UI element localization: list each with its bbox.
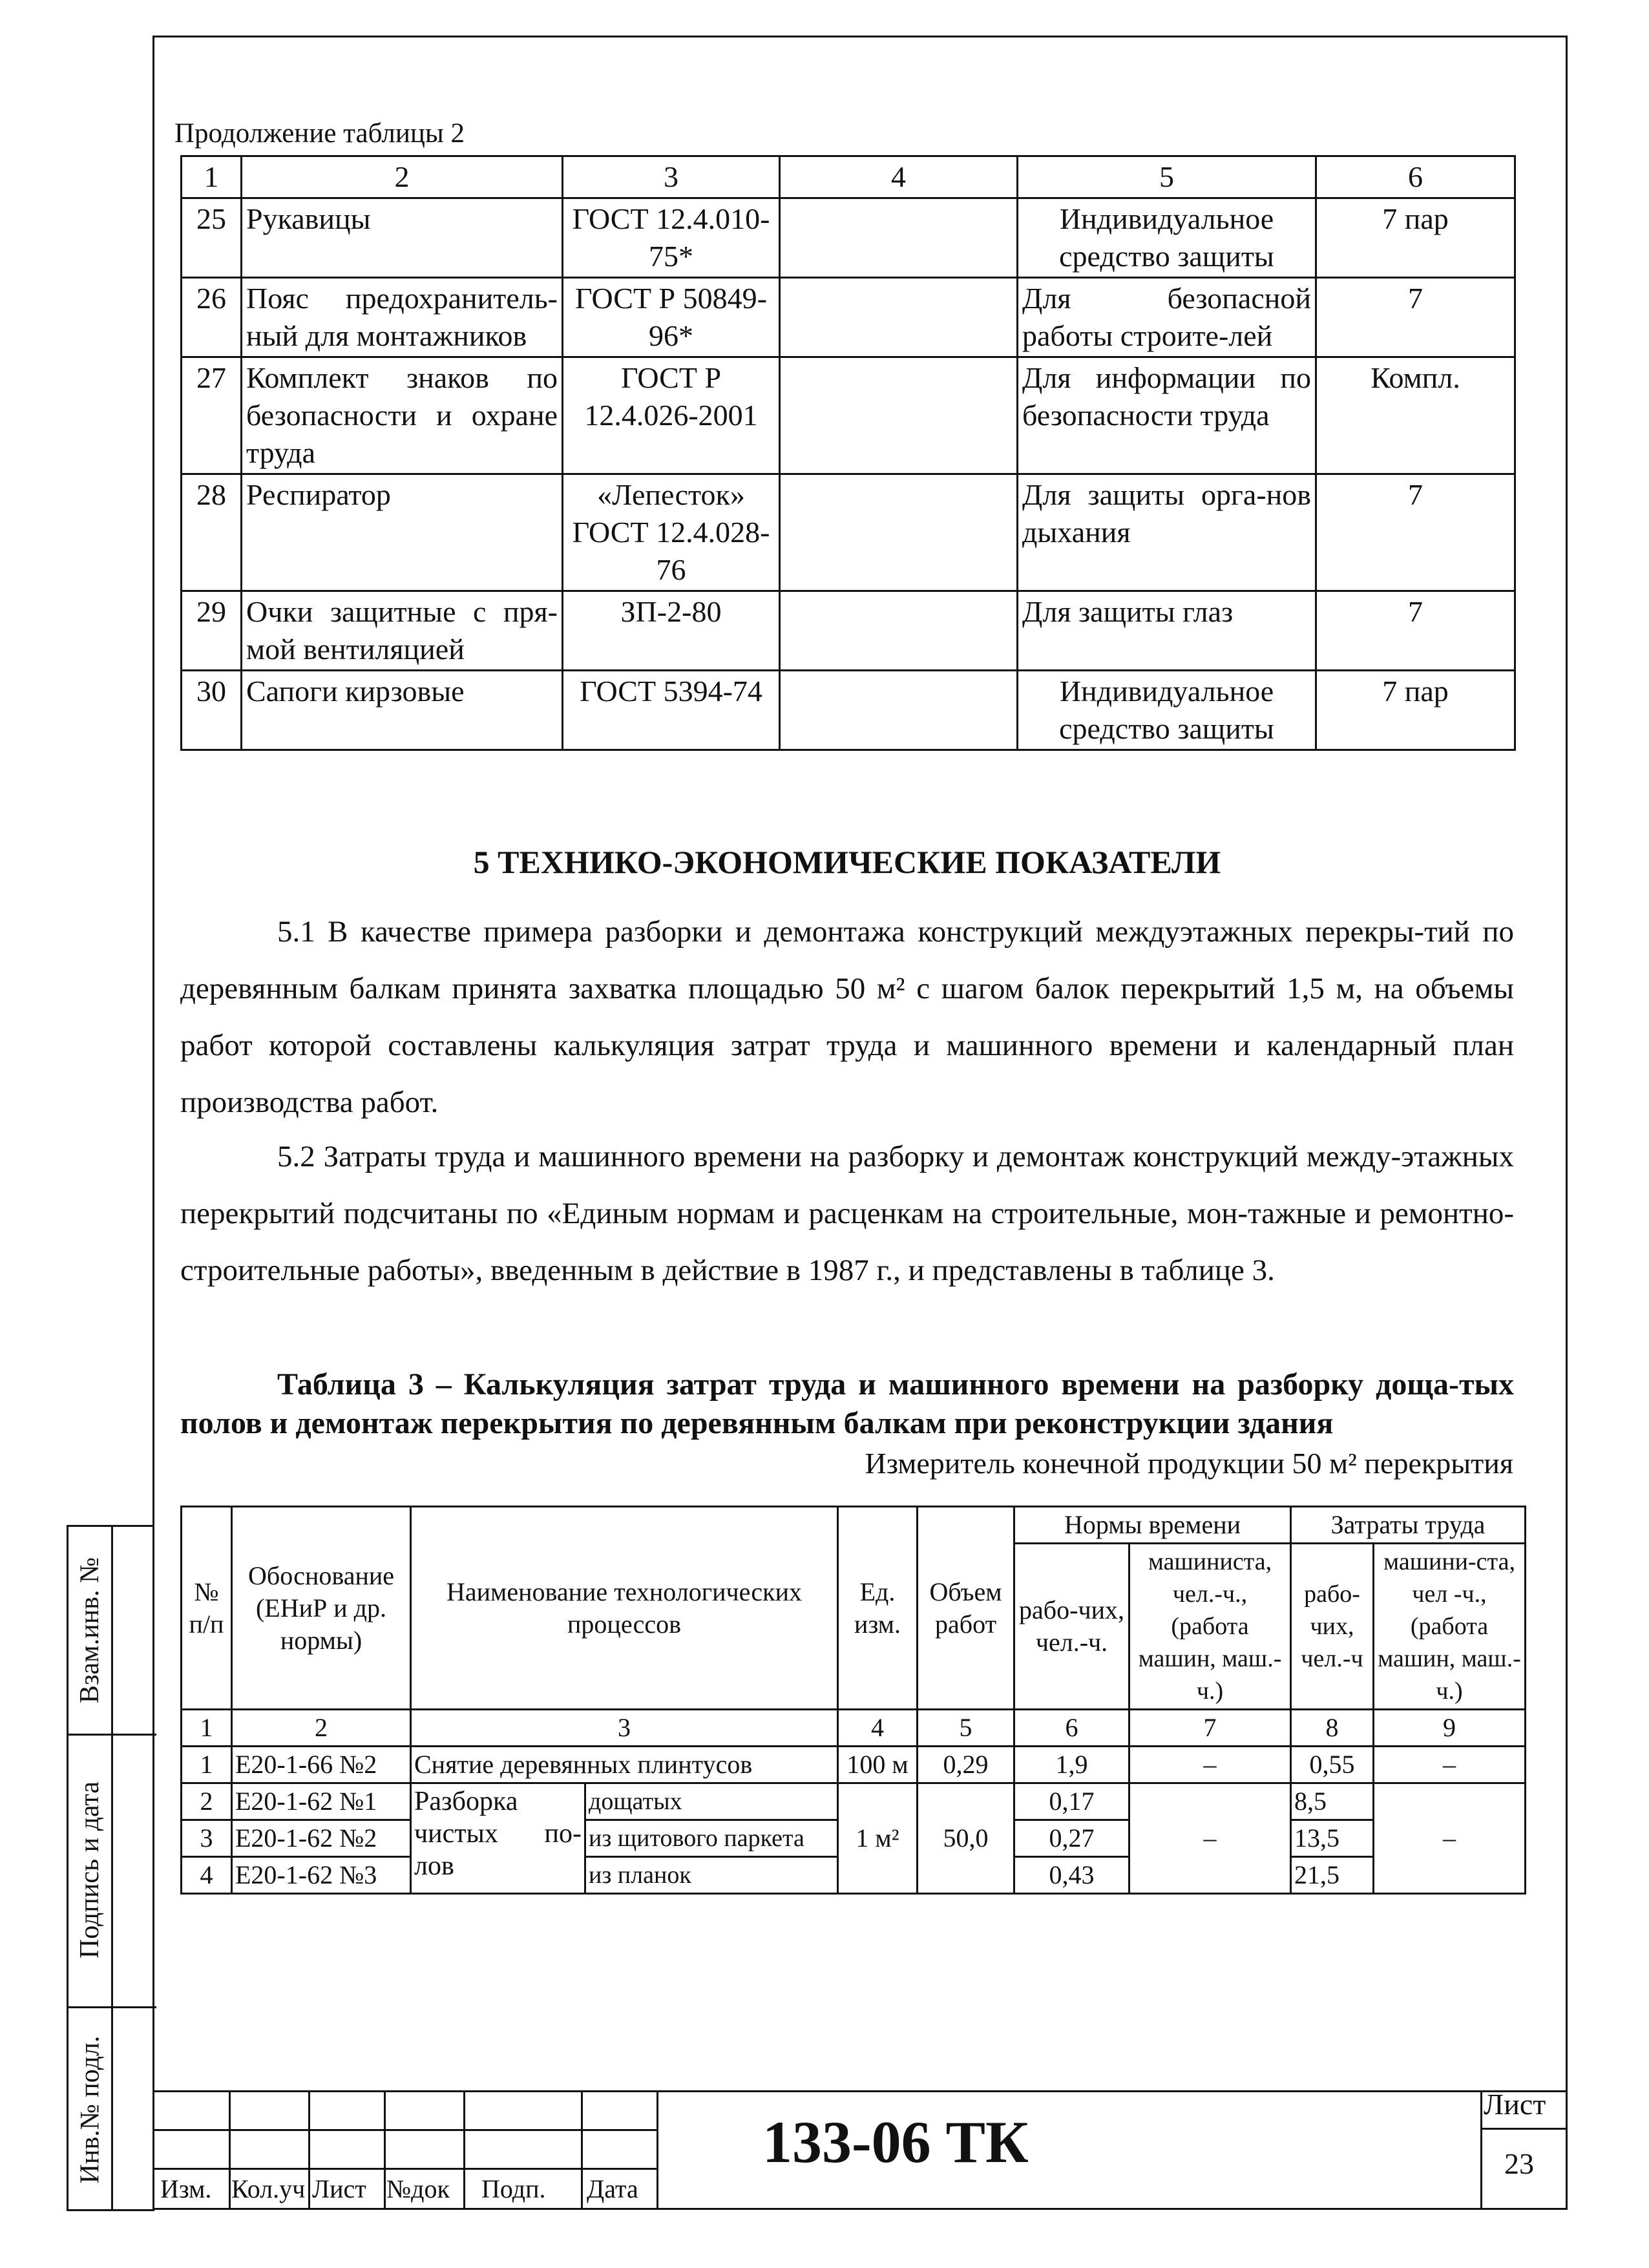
table2-row (182, 591, 1515, 671)
row-subprocess: из планок (585, 1857, 838, 1894)
tb-col-signature: Подп. (481, 2174, 546, 2203)
document-code: 133-06 ТК (762, 2109, 1029, 2175)
table2-row (182, 671, 1515, 750)
item-name: Респиратор (242, 474, 563, 591)
item-quantity: Компл. (1316, 357, 1515, 474)
item-name: Рукавицы (242, 198, 563, 278)
header-labor-workers: рабо-чих, чел.-ч (1291, 1544, 1374, 1710)
item-name: Сапоги кирзовые (242, 671, 563, 750)
row-unit: 100 м (838, 1747, 918, 1783)
row-number: 1 (182, 1747, 232, 1783)
table3-caption: Таблица 3 – Калькуляция затрат труда и машинного времени на разборку доща-тых полов и демонтаж перекрытия по деревянным балкам при реконструкции здания (180, 1367, 1514, 1440)
header-norm-workers: рабо-чих, чел.-ч. (1014, 1544, 1129, 1710)
row-labor-workers: 8,5 (1291, 1783, 1374, 1820)
item-col4 (780, 474, 1018, 591)
item-name: Очки защитные с пря-мой вентиляцией (242, 591, 563, 671)
header-num: № п/п (182, 1507, 232, 1710)
row-number: 30 (182, 671, 242, 750)
group-norm-machinist: – (1129, 1783, 1291, 1894)
item-standard: ГОСТ 5394-74 (563, 671, 780, 750)
row-labor-workers: 0,55 (1291, 1747, 1374, 1783)
table2 (180, 155, 1516, 751)
group-process-name: Разборка чистых по-лов (411, 1783, 585, 1894)
header-unit: Ед. изм. (838, 1507, 918, 1710)
group-unit: 1 м² (838, 1783, 918, 1894)
row-number: 2 (182, 1783, 232, 1820)
item-quantity: 7 пар (1316, 671, 1515, 750)
group-volume: 50,0 (918, 1783, 1014, 1894)
row-process-name: Снятие деревянных плинтусов (411, 1747, 838, 1783)
row-norm-machinist: – (1129, 1747, 1291, 1783)
row-number: 25 (182, 198, 242, 278)
item-quantity: 7 пар (1316, 198, 1515, 278)
tb-col-change: Изм. (160, 2174, 212, 2203)
row-basis: Е20-1-62 №2 (232, 1820, 411, 1857)
item-col4 (780, 357, 1018, 474)
header-norm-machinist: машиниста, чел.-ч., (работа машин, маш.-ч.) (1129, 1544, 1291, 1710)
item-quantity: 7 (1316, 591, 1515, 671)
header-labor-costs: Затраты труда (1291, 1507, 1526, 1544)
item-name: Комплект знаков по безопасности и охране труда (242, 357, 563, 474)
table2-row (182, 278, 1515, 357)
side-stamp-replaced-inv: Взам.инв. № (75, 1557, 105, 1704)
table3-colnum: 8 (1291, 1710, 1374, 1747)
item-quantity: 7 (1316, 474, 1515, 591)
item-standard: ГОСТ Р 12.4.026-2001 (563, 357, 780, 474)
item-purpose: Для защиты орга-нов дыхания (1018, 474, 1316, 591)
table3-colnum: 3 (411, 1710, 838, 1747)
tb-col-doc-no: №док (386, 2174, 450, 2203)
item-purpose: Для защиты глаз (1018, 591, 1316, 671)
row-number: 3 (182, 1820, 232, 1857)
header-time-norms: Нормы времени (1014, 1507, 1291, 1544)
table2-row (182, 198, 1515, 278)
item-purpose: Индивидуальное средство защиты (1018, 198, 1316, 278)
table3-colnum: 6 (1014, 1710, 1129, 1747)
table2-colnum: 3 (563, 156, 780, 198)
row-subprocess: из щитового паркета (585, 1820, 838, 1857)
row-norm-workers: 0,43 (1014, 1857, 1129, 1894)
paragraph-5-2 (180, 1128, 1514, 1299)
side-stamp (67, 1525, 154, 2211)
table3-measure: Измеритель конечной продукции 50 м² перекрытия (865, 1447, 1513, 1480)
row-labor-workers: 13,5 (1291, 1820, 1374, 1857)
header-process-name: Наименование технологических процессов (411, 1507, 838, 1710)
table3-colnum: 1 (182, 1710, 232, 1747)
item-purpose: Для информации по безопасности труда (1018, 357, 1316, 474)
item-standard: «Лепесток» ГОСТ 12.4.028-76 (563, 474, 780, 591)
item-col4 (780, 591, 1018, 671)
table2-caption: Продолжение таблицы 2 (174, 118, 465, 149)
table3-colnum: 5 (918, 1710, 1014, 1747)
table3-colnum: 7 (1129, 1710, 1291, 1747)
item-standard: ГОСТ Р 50849-96* (563, 278, 780, 357)
table2-column-numbers (182, 156, 1515, 198)
row-volume: 0,29 (918, 1747, 1014, 1783)
row-norm-workers: 0,17 (1014, 1783, 1129, 1820)
row-number: 27 (182, 357, 242, 474)
table3-row (182, 1747, 1526, 1783)
table2-colnum: 2 (242, 156, 563, 198)
table2-row (182, 357, 1515, 474)
item-col4 (780, 198, 1018, 278)
header-labor-machinist: машини-ста, чел -ч., (работа машин, маш.-ч.) (1374, 1544, 1526, 1710)
tb-col-date: Дата (587, 2174, 638, 2203)
item-col4 (780, 278, 1018, 357)
tb-col-count: Кол.уч (231, 2174, 306, 2203)
row-number: 26 (182, 278, 242, 357)
table2-colnum: 5 (1018, 156, 1316, 198)
paragraph-text: 5.1 В качестве примера разборки и демонтажа конструкций междуэтажных перекры-тий по деревянным балкам принята захватка площадью 50 м² с шагом балок перекрытий 1,5 м, на объемы работ которой составлены калькуляция затрат труда и машинного времени и календарный план производства работ. (180, 915, 1514, 1119)
table3-colnum: 2 (232, 1710, 411, 1747)
row-subprocess: дощатых (585, 1783, 838, 1820)
item-standard: ЗП-2-80 (563, 591, 780, 671)
item-col4 (780, 671, 1018, 750)
sheet-number: 23 (1504, 2147, 1534, 2180)
row-norm-workers: 1,9 (1014, 1747, 1129, 1783)
item-standard: ГОСТ 12.4.010-75* (563, 198, 780, 278)
row-number: 29 (182, 591, 242, 671)
item-purpose: Для безопасной работы строите-лей (1018, 278, 1316, 357)
header-volume: Объем работ (918, 1507, 1014, 1710)
table3 (180, 1506, 1526, 1895)
group-labor-machinist: – (1374, 1783, 1526, 1894)
table3-column-numbers (182, 1710, 1526, 1747)
table3-colnum: 4 (838, 1710, 918, 1747)
row-norm-workers: 0,27 (1014, 1820, 1129, 1857)
paragraph-5-1 (180, 903, 1514, 1131)
table3-colnum: 9 (1374, 1710, 1526, 1747)
sheet-label: Лист (1484, 2088, 1546, 2121)
side-stamp-signature-date: Подпись и дата (75, 1781, 105, 1959)
table2-colnum: 4 (780, 156, 1018, 198)
row-basis: Е20-1-62 №1 (232, 1783, 411, 1820)
table2-colnum: 1 (182, 156, 242, 198)
row-labor-workers: 21,5 (1291, 1857, 1374, 1894)
row-basis: Е20-1-62 №3 (232, 1857, 411, 1894)
table3-header-row (182, 1507, 1526, 1544)
item-name: Пояс предохранитель-ный для монтажников (242, 278, 563, 357)
row-basis: Е20-1-66 №2 (232, 1747, 411, 1783)
row-labor-machinist: – (1374, 1747, 1526, 1783)
row-number: 4 (182, 1857, 232, 1894)
side-stamp-original-inv: Инв.№ подл. (75, 2035, 105, 2184)
section-heading: 5 ТЕХНИКО-ЭКОНОМИЧЕСКИЕ ПОКАЗАТЕЛИ (473, 844, 1221, 880)
table3-row (182, 1783, 1526, 1820)
tb-col-sheet: Лист (312, 2174, 366, 2203)
item-quantity: 7 (1316, 278, 1515, 357)
table2-colnum: 6 (1316, 156, 1515, 198)
item-purpose: Индивидуальное средство защиты (1018, 671, 1316, 750)
row-number: 28 (182, 474, 242, 591)
header-basis: Обоснование (ЕНиР и др. нормы) (232, 1507, 411, 1710)
table2-row (182, 474, 1515, 591)
paragraph-text: 5.2 Затраты труда и машинного времени на разборку и демонтаж конструкций между-этажных перекрытий подсчитаны по «Единым нормам и расценкам на строительные, мон-тажные и ремонтно-строительные работы», введенным в действие в 1987 г., и представлены в таблице 3. (180, 1140, 1514, 1287)
